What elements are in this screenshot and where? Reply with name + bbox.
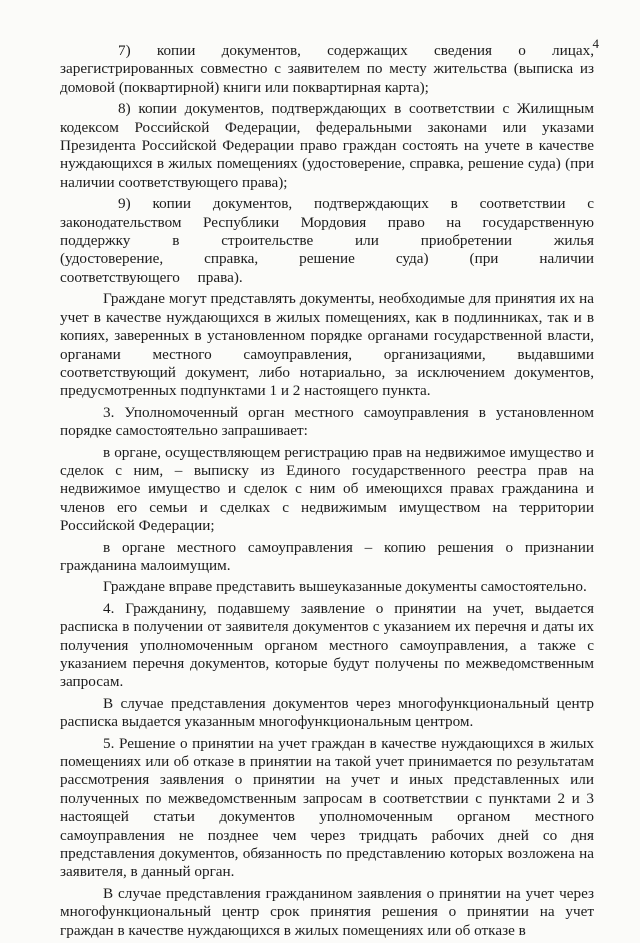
- paragraph-point-5: 5. Решение о принятии на учет граждан в качестве нуждающихся в жилых помещениях или об отказе в принятии на такой учет принимается по результатам рассмотрения заявления о принятии на учет и иных представленных или полученных по межведомственным запросам в соответствии с пунктами 2 и 3 настоящей статьи документов уполномоченным органом местного самоуправления не позднее чем через тридцать рабочих дней со дня представления документов, обязанность по представлению которых возложена на заявителя, в данный орган.: [60, 734, 594, 881]
- document-body: [60, 42, 594, 943]
- paragraph-citizens-right: Граждане вправе представить вышеуказанные документы самостоятельно.: [103, 578, 587, 596]
- list-item-9: 9) копии документов, подтверждающих в соответствии с законодательством Республики Мордовия право на государственную поддержку в строительстве или приобретении жилья (удостоверение, справка, решение суда) (при наличии соответствующего права).: [60, 195, 594, 286]
- paragraph-point-3: 3. Уполномоченный орган местного самоуправления в установленном порядке самостоятельно запрашивает:: [60, 403, 594, 440]
- paragraph-point-4: 4. Гражданину, подавшему заявление о принятии на учет, выдается расписка в получении от заявителя документов с указанием их перечня и даты их получения уполномоченным органом местного самоуправления, а также с указанием перечня документов, которые будут получены по межведомственным запросам.: [60, 599, 594, 691]
- paragraph-mfc-term: В случае представления гражданином заявления о принятии на учет через многофункциональный центр срок принятия решения о принятии на учет граждан в качестве нуждающихся в жилых помещениях или об отказе в: [60, 884, 594, 939]
- list-item-7: 7) копии документов, содержащих сведения о лицах, зарегистрированных совместно с заявителем по месту жительства (выписка из домовой (поквартирной) книги или поквартирная карта);: [60, 42, 594, 96]
- paragraph-local-government: в органе местного самоуправления – копию решения о признании гражданина малоимущим.: [60, 538, 594, 574]
- paragraph-documents-copies: Граждане могут представлять документы, необходимые для принятия их на учет в качестве нуждающихся в жилых помещениях, как в подлинниках, так и в копиях, заверенных в установленном порядке органами государственной власти, органами местного самоуправления, организациями, выдавшими соответствующий документ, либо нотариально, за исключением документов, предусмотренных подпунктами 1 и 2 настоящего пункта.: [60, 290, 594, 400]
- list-item-8: 8) копии документов, подтверждающих в соответствии с Жилищным кодексом Российской Федерации, федеральными законами или указами Президента Российской Федерации право граждан состоять на учете в качестве нуждающихся в жилых помещениях (удостоверение, справка, решение суда) (при наличии соответствующего права);: [60, 100, 594, 191]
- paragraph-registration-body: в органе, осуществляющем регистрацию прав на недвижимое имущество и сделок с ним, – выписку из Единого государственного реестра прав на недвижимое имущество и сделок с ним об имеющихся правах гражданина и членов его семьи и сделках с недвижимым имуществом на территории Российской Федерации;: [60, 443, 594, 535]
- paragraph-mfc-receipt: В случае представления документов через многофункциональный центр расписка выдается указанным многофункциональным центром.: [60, 694, 594, 731]
- page-number: 4: [592, 36, 599, 51]
